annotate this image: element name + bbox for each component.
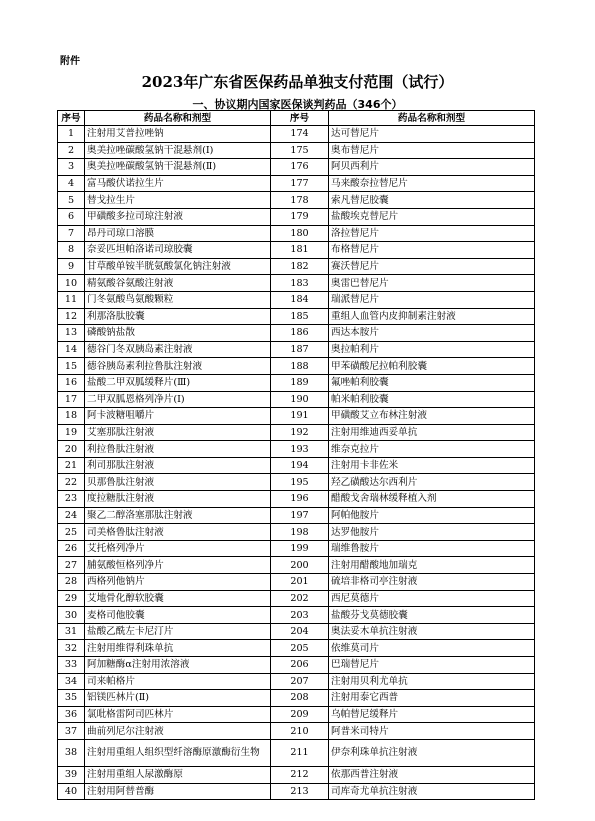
table-row <box>58 441 535 458</box>
table-row <box>58 258 535 275</box>
row-index-left: 9 <box>58 258 85 275</box>
table-row <box>58 607 535 624</box>
row-index-right: 176 <box>271 159 329 176</box>
row-index-left: 27 <box>58 557 85 574</box>
table-row <box>58 540 535 557</box>
table-row <box>58 358 535 375</box>
table-row <box>58 557 535 574</box>
table-row <box>58 291 535 308</box>
drug-name-right: 羟乙磺酸达尔西利片 <box>329 474 535 491</box>
drug-name-right: 达罗他胺片 <box>329 524 535 541</box>
drug-name-left: 盐酸乙酰左卡尼汀片 <box>85 623 271 640</box>
drug-name-left: 德谷门冬双胰岛素注射液 <box>85 341 271 358</box>
drug-name-right: 洛拉替尼片 <box>329 225 535 242</box>
row-index-right: 179 <box>271 208 329 225</box>
drug-name-right: 甲磺酸艾立布林注射液 <box>329 408 535 425</box>
table-row <box>58 341 535 358</box>
table-row <box>58 374 535 391</box>
table-row <box>58 325 535 342</box>
table-row <box>58 175 535 192</box>
row-index-right: 208 <box>271 690 329 707</box>
row-index-right: 180 <box>271 225 329 242</box>
row-index-left: 26 <box>58 540 85 557</box>
drug-name-right: 索凡替尼胶囊 <box>329 192 535 209</box>
row-index-right: 198 <box>271 524 329 541</box>
row-index-right: 210 <box>271 723 329 740</box>
table-body <box>58 126 535 800</box>
table-row <box>58 739 535 766</box>
section-subtitle: 一、协议期内国家医保谈判药品（346个） <box>192 98 403 111</box>
row-index-left: 39 <box>58 766 85 783</box>
table-row <box>58 126 535 143</box>
row-index-right: 189 <box>271 374 329 391</box>
row-index-left: 30 <box>58 607 85 624</box>
row-index-left: 33 <box>58 657 85 674</box>
header-drug-name-right: 药品名称和剂型 <box>329 111 535 126</box>
drug-name-right: 伊奈利珠单抗注射液 <box>329 739 535 766</box>
drug-name-left: 注射用艾普拉唑钠 <box>85 126 271 143</box>
row-index-left: 1 <box>58 126 85 143</box>
row-index-left: 7 <box>58 225 85 242</box>
drug-name-left: 二甲双胍恩格列净片(Ⅰ) <box>85 391 271 408</box>
row-index-right: 186 <box>271 325 329 342</box>
drug-name-right: 帕米帕利胶囊 <box>329 391 535 408</box>
drug-name-left: 精氨酸谷氨酸注射液 <box>85 275 271 292</box>
row-index-right: 204 <box>271 623 329 640</box>
row-index-left: 5 <box>58 192 85 209</box>
row-index-right: 184 <box>271 291 329 308</box>
drug-name-right: 硫培非格司亭注射液 <box>329 574 535 591</box>
row-index-right: 197 <box>271 507 329 524</box>
header-drug-name-left: 药品名称和剂型 <box>85 111 271 126</box>
row-index-left: 28 <box>58 574 85 591</box>
row-index-right: 212 <box>271 766 329 783</box>
drug-name-left: 脯氨酸恒格列净片 <box>85 557 271 574</box>
row-index-right: 175 <box>271 142 329 159</box>
drug-name-right: 依维莫司片 <box>329 640 535 657</box>
drug-name-right: 注射用醋酸地加瑞克 <box>329 557 535 574</box>
drug-name-left: 门冬氨酸鸟氨酸颗粒 <box>85 291 271 308</box>
drug-name-right: 赛沃替尼片 <box>329 258 535 275</box>
drug-name-left: 盐酸二甲双胍缓释片(Ⅲ) <box>85 374 271 391</box>
table-row <box>58 590 535 607</box>
table-row <box>58 507 535 524</box>
row-index-left: 11 <box>58 291 85 308</box>
drug-name-left: 阿卡波糖咀嚼片 <box>85 408 271 425</box>
drug-name-left: 奈妥匹坦帕洛诺司琼胶囊 <box>85 242 271 259</box>
drug-name-right: 布格替尼片 <box>329 242 535 259</box>
row-index-left: 19 <box>58 424 85 441</box>
row-index-right: 195 <box>271 474 329 491</box>
row-index-right: 203 <box>271 607 329 624</box>
row-index-right: 202 <box>271 590 329 607</box>
table-row <box>58 657 535 674</box>
row-index-left: 6 <box>58 208 85 225</box>
row-index-left: 21 <box>58 457 85 474</box>
drug-name-left: 贝那鲁肽注射液 <box>85 474 271 491</box>
row-index-right: 207 <box>271 673 329 690</box>
table-row <box>58 142 535 159</box>
row-index-left: 8 <box>58 242 85 259</box>
drug-name-right: 依那西普注射液 <box>329 766 535 783</box>
row-index-right: 200 <box>271 557 329 574</box>
table-row <box>58 766 535 783</box>
drug-name-left: 奥美拉唑碳酸氢钠干混悬剂(I) <box>85 142 271 159</box>
drug-name-left: 磷酸钠盐散 <box>85 325 271 342</box>
drug-name-right: 注射用卡非佐米 <box>329 457 535 474</box>
drug-name-right: 司库奇尤单抗注射液 <box>329 783 535 800</box>
drug-name-right: 西尼莫德片 <box>329 590 535 607</box>
table-row <box>58 474 535 491</box>
document-title: 2023年广东省医保药品单独支付范围（试行） <box>141 73 454 91</box>
drug-name-right: 醋酸戈舍瑞林缓释植入剂 <box>329 491 535 508</box>
drug-name-right: 盐酸埃克替尼片 <box>329 208 535 225</box>
drug-name-left: 注射用维得利珠单抗 <box>85 640 271 657</box>
table-row <box>58 391 535 408</box>
row-index-left: 10 <box>58 275 85 292</box>
drug-name-left: 曲前列尼尔注射液 <box>85 723 271 740</box>
table-row <box>58 706 535 723</box>
drug-name-right: 瑞维鲁胺片 <box>329 540 535 557</box>
drug-name-left: 替戈拉生片 <box>85 192 271 209</box>
table-row <box>58 491 535 508</box>
row-index-left: 2 <box>58 142 85 159</box>
row-index-left: 14 <box>58 341 85 358</box>
drug-name-right: 维奈克拉片 <box>329 441 535 458</box>
drug-name-right: 奥布替尼片 <box>329 142 535 159</box>
table-row <box>58 673 535 690</box>
drug-name-left: 甲磺酸多拉司琼注射液 <box>85 208 271 225</box>
drug-name-left: 德谷胰岛素利拉鲁肽注射液 <box>85 358 271 375</box>
row-index-left: 16 <box>58 374 85 391</box>
row-index-right: 211 <box>271 739 329 766</box>
row-index-right: 191 <box>271 408 329 425</box>
row-index-right: 183 <box>271 275 329 292</box>
row-index-left: 38 <box>58 739 85 766</box>
drug-name-left: 度拉糖肽注射液 <box>85 491 271 508</box>
drug-name-left: 西格列他钠片 <box>85 574 271 591</box>
drug-name-right: 巴瑞替尼片 <box>329 657 535 674</box>
drug-name-left: 注射用重组人尿激酶原 <box>85 766 271 783</box>
attachment-label: 附件 <box>60 56 80 67</box>
row-index-left: 22 <box>58 474 85 491</box>
drug-name-right: 注射用维迪西妥单抗 <box>329 424 535 441</box>
drug-name-left: 注射用阿替普酶 <box>85 783 271 800</box>
row-index-right: 196 <box>271 491 329 508</box>
row-index-left: 18 <box>58 408 85 425</box>
row-index-left: 17 <box>58 391 85 408</box>
table-row <box>58 408 535 425</box>
table-row <box>58 783 535 800</box>
table-row <box>58 275 535 292</box>
drug-name-left: 利司那肽注射液 <box>85 457 271 474</box>
table-row <box>58 208 535 225</box>
drug-name-left: 司来帕格片 <box>85 673 271 690</box>
drug-name-right: 乌帕替尼缓释片 <box>329 706 535 723</box>
row-index-left: 15 <box>58 358 85 375</box>
drug-name-left: 昂丹司琼口溶膜 <box>85 225 271 242</box>
row-index-right: 201 <box>271 574 329 591</box>
row-index-right: 187 <box>271 341 329 358</box>
row-index-left: 24 <box>58 507 85 524</box>
table-header-row <box>58 111 535 126</box>
row-index-left: 12 <box>58 308 85 325</box>
row-index-left: 13 <box>58 325 85 342</box>
table-row <box>58 159 535 176</box>
drug-name-left: 麦格司他胶囊 <box>85 607 271 624</box>
drug-name-left: 氯吡格雷阿司匹林片 <box>85 706 271 723</box>
row-index-left: 35 <box>58 690 85 707</box>
row-index-left: 31 <box>58 623 85 640</box>
row-index-left: 34 <box>58 673 85 690</box>
row-index-right: 185 <box>271 308 329 325</box>
row-index-left: 36 <box>58 706 85 723</box>
table-row <box>58 192 535 209</box>
row-index-right: 193 <box>271 441 329 458</box>
drug-name-right: 西达本胺片 <box>329 325 535 342</box>
drug-name-right: 马来酸奈拉替尼片 <box>329 175 535 192</box>
row-index-right: 205 <box>271 640 329 657</box>
row-index-left: 3 <box>58 159 85 176</box>
row-index-right: 177 <box>271 175 329 192</box>
table-row <box>58 308 535 325</box>
row-index-right: 192 <box>271 424 329 441</box>
drug-name-left: 聚乙二醇洛塞那肽注射液 <box>85 507 271 524</box>
drug-name-left: 艾托格列净片 <box>85 540 271 557</box>
drug-name-right: 甲苯磺酸尼拉帕利胶囊 <box>329 358 535 375</box>
drug-name-left: 司美格鲁肽注射液 <box>85 524 271 541</box>
row-index-left: 4 <box>58 175 85 192</box>
drug-name-right: 奥法妥木单抗注射液 <box>329 623 535 640</box>
drug-name-left: 利那洛肽胶囊 <box>85 308 271 325</box>
row-index-right: 206 <box>271 657 329 674</box>
row-index-right: 194 <box>271 457 329 474</box>
row-index-right: 188 <box>271 358 329 375</box>
table-row <box>58 690 535 707</box>
drug-name-right: 瑞派替尼片 <box>329 291 535 308</box>
table-row <box>58 457 535 474</box>
drug-name-right: 阿贝西利片 <box>329 159 535 176</box>
row-index-left: 37 <box>58 723 85 740</box>
drug-name-left: 艾地骨化醇软胶囊 <box>85 590 271 607</box>
drug-name-left: 注射用重组人组织型纤溶酶原激酶衍生物 <box>85 739 271 766</box>
drug-name-right: 达可替尼片 <box>329 126 535 143</box>
drug-name-left: 甘草酸单铵半胱氨酸氯化钠注射液 <box>85 258 271 275</box>
table-row <box>58 225 535 242</box>
header-index-right: 序号 <box>271 111 329 126</box>
row-index-right: 174 <box>271 126 329 143</box>
table-row <box>58 424 535 441</box>
row-index-right: 199 <box>271 540 329 557</box>
drug-name-left: 利拉鲁肽注射液 <box>85 441 271 458</box>
drug-name-left: 艾塞那肽注射液 <box>85 424 271 441</box>
table-row <box>58 623 535 640</box>
row-index-right: 209 <box>271 706 329 723</box>
row-index-left: 20 <box>58 441 85 458</box>
table-row <box>58 524 535 541</box>
row-index-left: 23 <box>58 491 85 508</box>
drug-name-right: 氟唑帕利胶囊 <box>329 374 535 391</box>
drug-name-right: 注射用泰它西普 <box>329 690 535 707</box>
drug-name-right: 阿普米司特片 <box>329 723 535 740</box>
row-index-right: 181 <box>271 242 329 259</box>
drug-name-right: 盐酸芬戈莫德胶囊 <box>329 607 535 624</box>
drug-name-right: 奥拉帕利片 <box>329 341 535 358</box>
drug-name-right: 奥雷巴替尼片 <box>329 275 535 292</box>
header-index-left: 序号 <box>58 111 85 126</box>
row-index-left: 25 <box>58 524 85 541</box>
table-row <box>58 723 535 740</box>
drug-name-right: 注射用贝利尤单抗 <box>329 673 535 690</box>
row-index-left: 40 <box>58 783 85 800</box>
table-row <box>58 574 535 591</box>
drug-table <box>57 110 535 800</box>
drug-name-right: 阿帕他胺片 <box>329 507 535 524</box>
drug-name-left: 富马酸伏诺拉生片 <box>85 175 271 192</box>
drug-name-left: 奥美拉唑碳酸氢钠干混悬剂(Ⅱ) <box>85 159 271 176</box>
drug-name-left: 铝镁匹林片(Ⅱ) <box>85 690 271 707</box>
row-index-left: 29 <box>58 590 85 607</box>
drug-name-left: 阿加糖酶α注射用浓溶液 <box>85 657 271 674</box>
row-index-right: 178 <box>271 192 329 209</box>
table-row <box>58 242 535 259</box>
table-row <box>58 640 535 657</box>
drug-name-right: 重组人血管内皮抑制素注射液 <box>329 308 535 325</box>
row-index-right: 213 <box>271 783 329 800</box>
row-index-left: 32 <box>58 640 85 657</box>
row-index-right: 182 <box>271 258 329 275</box>
row-index-right: 190 <box>271 391 329 408</box>
